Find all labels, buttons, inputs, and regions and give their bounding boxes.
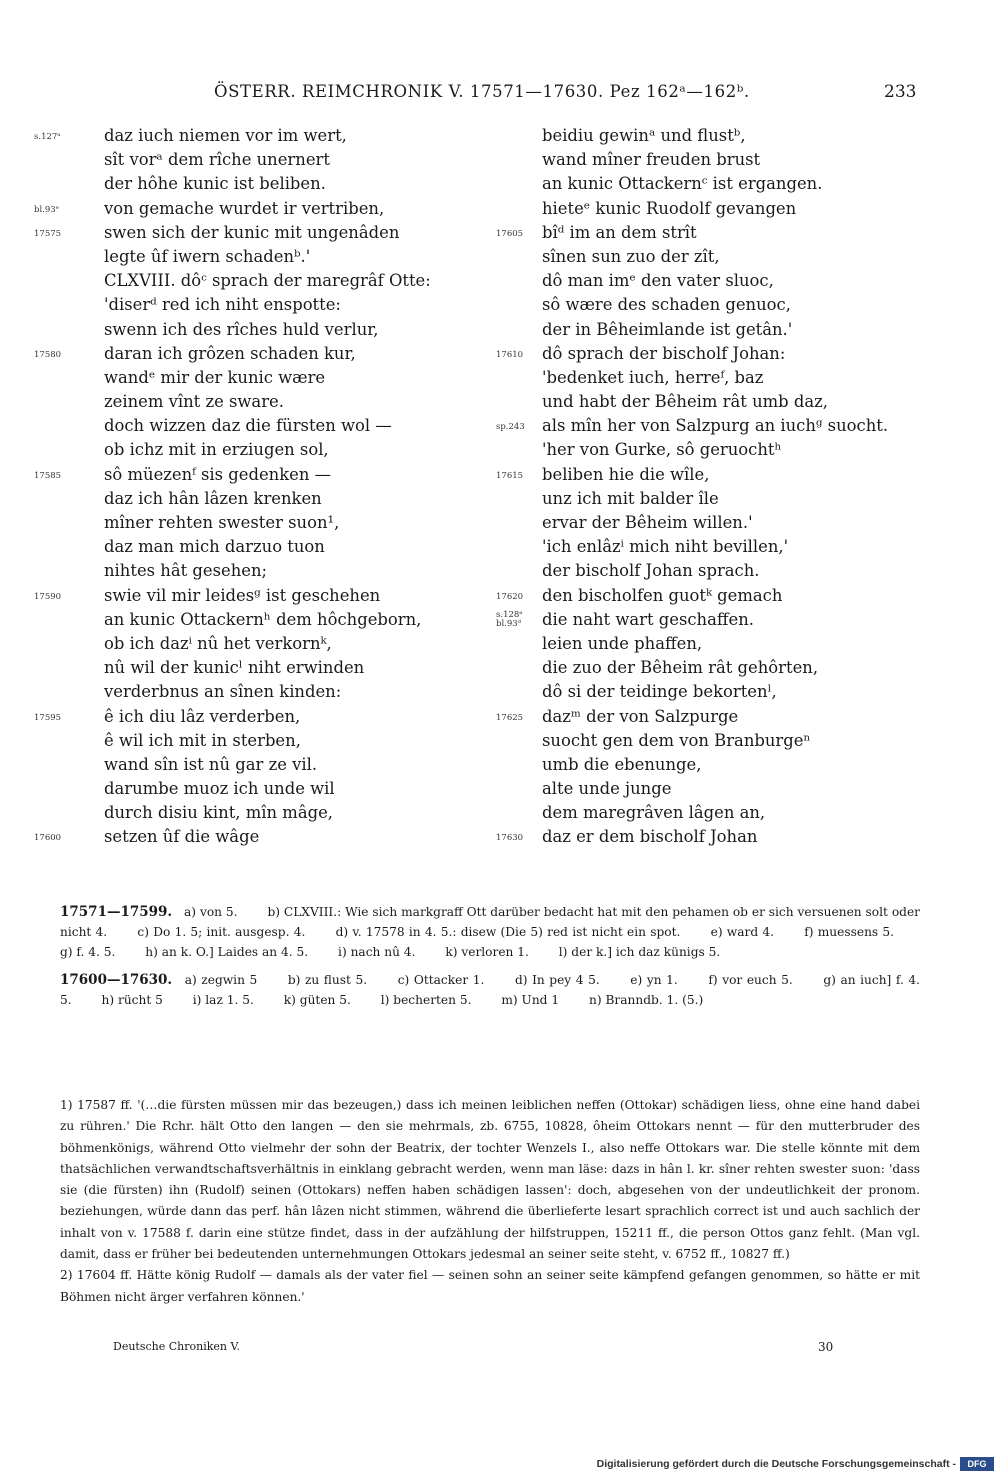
verse-column-left xyxy=(34,124,504,850)
verse-text: den bischolfen guotᵏ gemach xyxy=(542,585,783,605)
verse-line xyxy=(34,342,504,366)
verse-text: der in Bêheimlande ist getân.' xyxy=(542,319,793,339)
line-number: 17620 xyxy=(496,591,524,602)
verse-line xyxy=(496,172,936,196)
verse-line xyxy=(34,608,504,632)
verse-line xyxy=(34,825,504,849)
apparatus-entry: k) güten 5. xyxy=(283,993,351,1007)
dfg-credit: Digitalisierung gefördert durch die Deutsche Forschungsgemeinschaft - xyxy=(596,1458,956,1470)
verse-line xyxy=(496,511,936,535)
apparatus-entry: e) yn 1. xyxy=(630,973,678,987)
sheet-signature: 30 xyxy=(818,1340,834,1354)
apparatus-block-1 xyxy=(60,902,920,962)
verse-text: dô man imᵉ den vater sluoc, xyxy=(542,271,774,291)
verse-text: daz ich hân lâzen krenken xyxy=(104,488,322,508)
verse-line xyxy=(496,438,936,462)
verse-text: swen sich der kunic mit ungenâden xyxy=(104,222,400,242)
verse-text: 'her von Gurke, sô geruochtʰ xyxy=(542,440,782,460)
apparatus-block-2 xyxy=(60,970,920,1010)
apparatus-entry: l) becherten 5. xyxy=(380,993,472,1007)
verse-text: nihtes hât gesehen; xyxy=(104,561,268,581)
verse-text: als mîn her von Salzpurg an iuchᵍ suocht. xyxy=(542,416,889,436)
verse-text: 'ich enlâzⁱ mich niht bevillen,' xyxy=(542,537,789,557)
series-title: Deutsche Chroniken V. xyxy=(113,1340,240,1353)
verse-text: verderbnus an sînen kinden: xyxy=(104,682,342,702)
verse-text: dô si der teidinge bekortenˡ, xyxy=(542,682,777,702)
verse-line xyxy=(496,608,936,632)
verse-text: swenn ich des rîches huld verlur, xyxy=(104,319,379,339)
apparatus-entry: h) an k. O.] Laides an 4. 5. xyxy=(145,945,309,959)
verse-line xyxy=(496,245,936,269)
verse-text: dem maregrâven lâgen an, xyxy=(542,803,766,823)
verse-line xyxy=(496,753,936,777)
apparatus-entry: k) verloren 1. xyxy=(445,945,529,959)
apparatus-entries xyxy=(60,973,920,1007)
verse-line xyxy=(496,390,936,414)
verse-line xyxy=(496,559,936,583)
verse-line xyxy=(34,269,504,293)
verse-text: 'diserᵈ red ich niht enspotte: xyxy=(104,295,341,315)
apparatus-entry: b) zu flust 5. xyxy=(287,973,368,987)
apparatus-entry: g) an iuch] f. 4. 5. xyxy=(60,973,921,1007)
line-number: sp.243 xyxy=(496,422,525,433)
verse-line xyxy=(34,559,504,583)
apparatus-entry: g) f. 4. 5. xyxy=(60,945,116,959)
apparatus-entry: a) von 5. xyxy=(184,905,238,919)
verse-line xyxy=(34,535,504,559)
verse-line xyxy=(34,197,504,221)
verse-line xyxy=(34,511,504,535)
verse-line xyxy=(496,197,936,221)
verse-text: legte ûf iwern schadenᵇ.' xyxy=(104,246,311,266)
verse-text: hieteᵉ kunic Ruodolf gevangen xyxy=(542,198,797,218)
verse-text: durch disiu kint, mîn mâge, xyxy=(104,803,333,823)
verse-text: und habt der Bêheim rât umb daz, xyxy=(542,392,828,412)
verse-line xyxy=(34,172,504,196)
verse-line xyxy=(34,245,504,269)
line-number: s.127ᵃ xyxy=(34,132,61,142)
verse-line xyxy=(34,124,504,148)
verse-line xyxy=(496,825,936,849)
apparatus-entry: i) laz 1. 5. xyxy=(192,993,254,1007)
apparatus-entry: d) In pey 4 5. xyxy=(514,973,600,987)
verse-text: der hôhe kunic ist beliben. xyxy=(104,174,326,194)
apparatus-entry: f) vor euch 5. xyxy=(708,973,793,987)
apparatus-entry: c) Do 1. 5; init. ausgesp. 4. xyxy=(137,925,306,939)
verse-text: von gemache wurdet ir vertriben, xyxy=(104,198,385,218)
apparatus-entry: e) ward 4. xyxy=(710,925,774,939)
line-number: 17615 xyxy=(496,470,524,481)
line-number: 17585 xyxy=(34,470,62,481)
verse-line xyxy=(34,318,504,342)
verse-line xyxy=(496,318,936,342)
verse-line xyxy=(496,487,936,511)
line-number: 17595 xyxy=(34,712,62,723)
verse-line xyxy=(496,124,936,148)
line-number: 17625 xyxy=(496,712,524,723)
apparatus-entry: h) rücht 5 xyxy=(101,993,163,1007)
verse-line xyxy=(496,777,936,801)
verse-text: bîᵈ im an dem strît xyxy=(542,222,697,242)
verse-text: beliben hie die wîle, xyxy=(542,464,710,484)
commentary-notes xyxy=(60,1095,920,1308)
verse-text: dô sprach der bischolf Johan: xyxy=(542,343,786,363)
verse-text: wand sîn ist nû gar ze vil. xyxy=(104,754,318,774)
verse-line xyxy=(34,656,504,680)
running-title: ÖSTERR. REIMCHRONIK V. 17571—17630. Pez 162ᵃ—162ᵇ. xyxy=(214,82,750,101)
verse-column-right xyxy=(496,124,936,850)
verse-line xyxy=(496,680,936,704)
verse-text: mîner rehten swester suon¹, xyxy=(104,513,340,532)
verse-line xyxy=(496,705,936,729)
line-number: 17605 xyxy=(496,228,524,239)
line-number: 17600 xyxy=(34,833,62,844)
verse-text: setzen ûf die wâge xyxy=(104,827,260,847)
dfg-footer xyxy=(0,1454,1000,1476)
verse-text: ê ich diu lâz verderben, xyxy=(104,706,301,726)
apparatus-entry: b) CLXVIII.: Wie sich markgraff Ott darüber bedacht hat mit den pehamen ob er sich versuenen solt oder nicht 4. xyxy=(60,905,920,939)
verse-text: ê wil ich mit in sterben, xyxy=(104,730,301,750)
verse-line xyxy=(496,535,936,559)
verse-text: beidiu gewinᵃ und flustᵇ, xyxy=(542,126,746,145)
verse-text: der bischolf Johan sprach. xyxy=(542,561,760,581)
verse-line xyxy=(34,801,504,825)
verse-line xyxy=(34,148,504,172)
verse-text: sînen sun zuo der zît, xyxy=(542,246,720,266)
verse-line xyxy=(496,342,936,366)
verse-text: zeinem vînt ze sware. xyxy=(104,392,284,412)
verse-line xyxy=(34,366,504,390)
verse-line xyxy=(34,390,504,414)
verse-line xyxy=(496,293,936,317)
note-2: 2) 17604 ff. Hätte könig Rudolf — damals als der vater fiel — seinen sohn an seiner seite kämpfend gefangen genommen, so hätte er mit Böhmen nicht ärger verfahren können.' xyxy=(60,1268,920,1304)
verse-line xyxy=(34,293,504,317)
verse-text: sô wære des schaden genuoc, xyxy=(542,295,791,315)
line-number: s.128ᵃ bl.93ᵈ xyxy=(496,609,523,629)
verse-text: wand mîner freuden brust xyxy=(542,150,761,170)
verse-text: 'bedenket iuch, herreᶠ, baz xyxy=(542,367,764,387)
verse-text: die naht wart geschaffen. xyxy=(542,609,754,629)
apparatus-entry: a) zegwin 5 xyxy=(184,973,258,987)
dfg-logo-icon[interactable]: DFG xyxy=(960,1457,994,1471)
apparatus-entry: c) Ottacker 1. xyxy=(397,973,485,987)
verse-text: darumbe muoz ich unde wil xyxy=(104,779,335,799)
apparatus-entry: f) muessens 5. xyxy=(804,925,895,939)
verse-text: unz ich mit balder île xyxy=(542,488,719,508)
verse-line xyxy=(34,584,504,608)
apparatus-entry: i) nach nû 4. xyxy=(338,945,416,959)
line-number: 17575 xyxy=(34,228,62,239)
verse-text: dazᵐ der von Salzpurge xyxy=(542,706,739,726)
verse-text: alte unde junge xyxy=(542,779,672,799)
verse-line xyxy=(496,729,936,753)
verse-text: doch wizzen daz die fürsten wol — xyxy=(104,416,392,436)
verse-line xyxy=(34,632,504,656)
verse-line xyxy=(34,487,504,511)
verse-line xyxy=(496,221,936,245)
apparatus-entry: l) der k.] ich daz künigs 5. xyxy=(558,945,721,959)
verse-text: leien unde phaffen, xyxy=(542,633,703,653)
verse-text: umb die ebenunge, xyxy=(542,754,702,774)
line-number: 17610 xyxy=(496,349,524,360)
verse-line xyxy=(34,414,504,438)
verse-text: an kunic Ottackernᶜ ist ergangen. xyxy=(542,174,823,194)
verse-line xyxy=(496,269,936,293)
verse-line xyxy=(34,729,504,753)
verse-line xyxy=(34,705,504,729)
page-header xyxy=(0,82,1000,106)
verse-text: CLXVIII. dôᶜ sprach der maregrâf Otte: xyxy=(104,271,431,291)
apparatus-entry: n) Branndb. 1. (5.) xyxy=(588,993,704,1007)
verse-line xyxy=(496,632,936,656)
verse-text: an kunic Ottackernʰ dem hôchgeborn, xyxy=(104,609,422,629)
verse-text: suocht gen dem von Branburgeⁿ xyxy=(542,730,811,750)
verse-line xyxy=(496,463,936,487)
verse-line xyxy=(496,366,936,390)
verse-line xyxy=(496,414,936,438)
verse-text: ob ich dazⁱ nû het verkornᵏ, xyxy=(104,633,332,653)
apparatus-lemma: 17600—17630. xyxy=(60,972,173,988)
verse-text: wandᵉ mir der kunic wære xyxy=(104,367,326,387)
apparatus-entry: d) v. 17578 in 4. 5.: disew (Die 5) red ist nicht ein spot. xyxy=(335,925,681,939)
verse-line xyxy=(34,680,504,704)
verse-text: daz iuch niemen vor im wert, xyxy=(104,126,347,145)
verse-line xyxy=(496,801,936,825)
verse-text: daz er dem bischolf Johan xyxy=(542,827,758,847)
verse-line xyxy=(34,777,504,801)
verse-line xyxy=(34,438,504,462)
apparatus-entry: m) Und 1 xyxy=(501,993,560,1007)
verse-text: nû wil der kunicˡ niht erwinden xyxy=(104,658,365,678)
line-number: 17580 xyxy=(34,349,62,360)
apparatus-entries xyxy=(60,905,920,959)
verse-text: daz man mich darzuo tuon xyxy=(104,537,325,557)
verse-line xyxy=(34,463,504,487)
verse-line xyxy=(34,753,504,777)
verse-text: sô müezenᶠ sis gedenken — xyxy=(104,464,332,484)
verse-text: swie vil mir leidesᵍ ist geschehen xyxy=(104,585,381,605)
verse-text: ervar der Bêheim willen.' xyxy=(542,513,753,532)
line-number: bl.93ᵉ xyxy=(34,204,59,215)
verse-line xyxy=(496,656,936,680)
apparatus-lemma: 17571—17599. xyxy=(60,904,173,920)
verse-text: ob ichz mit in erziugen sol, xyxy=(104,440,329,460)
verse-line xyxy=(34,221,504,245)
verse-line xyxy=(496,584,936,608)
verse-text: sît vorᵃ dem rîche unernert xyxy=(104,150,330,170)
page-number: 233 xyxy=(884,82,917,102)
note-1: 1) 17587 ff. '(…die fürsten müssen mir das bezeugen,) dass ich meinen leiblichen neffen (Ottokar) schädigen liess, ohne eine hand dabei zu rühren.' Die Rchr. hält Otto den langen — den sie mehrmals, zb. 6755, 10828, ôheim Ottokars nennt — für den mutterbruder des böhmenkönigs, während Otto vielmehr der sohn der Beatrix, der tochter Wenzels I., also neffe Ottokars war. Die stelle könnte mit dem thatsächlichen verwandtschaftsverhältnis in einklang gebracht werden, wenn man läse: dazs in hân l. kr. sîner rehten swester suon: 'dass sie (die fürsten) ihn (Rudolf) seinen (Ottokars) neffen haben schädigen lassen': doch, abgesehen von der undeutlichkeit der pronom. beziehungen, würde dann das perf. hân lâzen nicht stimmen, während die überlieferte lesart sprachlich correct ist und auch sachlich der inhalt von v. 17588 f. darin eine stütze findet, dass in der aufzählung der hilfstruppen, 15211 ff., die person Ottos ganz fehlt. (Man vgl. damit, dass er früher bei bedeutenden unternehmungen Ottokars jedesmal an seiner seite steht, v. 6752 ff., 10827 ff.) xyxy=(60,1098,920,1262)
critical-apparatus xyxy=(60,902,920,1018)
verse-line xyxy=(496,148,936,172)
verse-text: die zuo der Bêheim rât gehôrten, xyxy=(542,658,819,678)
verse-text: daran ich grôzen schaden kur, xyxy=(104,343,356,363)
line-number: 17630 xyxy=(496,833,524,844)
line-number: 17590 xyxy=(34,591,62,602)
